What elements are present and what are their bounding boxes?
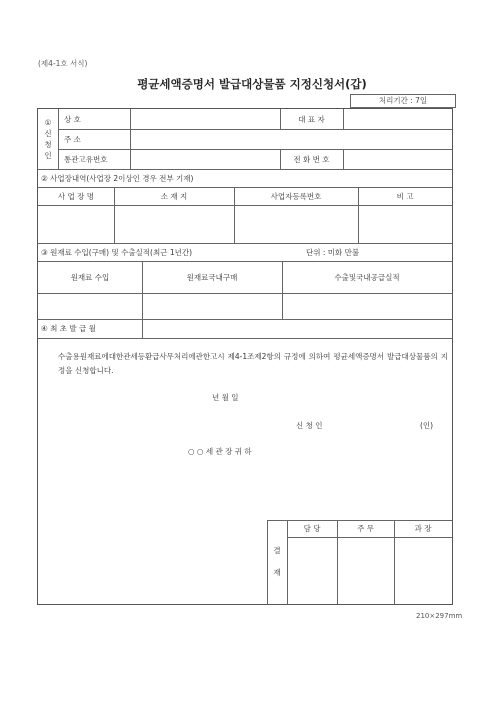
date-line: 년 월 일 — [212, 393, 239, 402]
section3-unit: 단위 : 미화 만불 — [306, 247, 360, 257]
phone-field[interactable] — [343, 149, 452, 169]
col-business-name: 사 업 장 명 — [57, 191, 95, 201]
col-export-results: 수출및국내공급실적 — [334, 272, 400, 282]
approval-col-staff: 담 당 — [303, 524, 321, 533]
applicant-section-label — [38, 109, 58, 169]
form-code: (제4-1호 서식) — [38, 59, 88, 68]
representative-field[interactable] — [343, 109, 452, 129]
applicant-sign-label: 신 청 인 — [296, 421, 323, 430]
col-domestic-purchase: 원재료국내구매 — [186, 272, 238, 282]
remarks-field[interactable] — [358, 205, 452, 243]
approval-col-chief: 과 장 — [414, 524, 432, 533]
name-field[interactable] — [130, 109, 280, 129]
processing-period-box: 처리기간 : 7일 — [350, 94, 456, 108]
paper-size: 210×297mm — [416, 612, 463, 620]
page-title: 평균세액증명서 발급대상물품 지정신청서(갑) — [137, 77, 367, 91]
customs-code-field[interactable] — [130, 149, 280, 169]
registration-number-field[interactable] — [234, 205, 358, 243]
seal-mark: (인) — [420, 421, 434, 430]
export-results-field[interactable] — [282, 293, 452, 319]
approval-label — [267, 520, 287, 604]
location-field[interactable] — [114, 205, 234, 243]
section2-title: ② 사업장내역(사업장 2이상인 경우 전부 기재) — [41, 173, 194, 183]
applicant-char-1: 신 — [44, 129, 52, 138]
address-label: 주 소 — [64, 134, 81, 144]
col-raw-import: 원재료 수입 — [70, 272, 110, 282]
approval-officer-sign[interactable] — [337, 537, 394, 604]
approval-col-officer: 주 무 — [357, 524, 374, 533]
business-name-field[interactable] — [38, 205, 114, 243]
col-registration-number: 사업자등록번호 — [270, 191, 322, 201]
domestic-purchase-field[interactable] — [142, 293, 282, 319]
approval-char-2: 재 — [273, 568, 281, 577]
approval-char-1: 결 — [273, 546, 281, 555]
divider — [38, 338, 452, 339]
address-field[interactable] — [130, 129, 452, 149]
phone-label: 전 화 번 호 — [293, 154, 330, 164]
approval-chief-sign[interactable] — [394, 537, 452, 604]
divider — [58, 109, 59, 169]
declaration-text: 수출용원재료에대한관세등환급사무처리에관한고시 제4-1조제2항의 규정에 의하여 평균세액증명서 발급대상물품의 지정을 신청합니다. — [58, 352, 448, 375]
raw-import-field[interactable] — [38, 293, 142, 319]
col-location: 소 재 지 — [160, 191, 188, 201]
representative-label: 대 표 자 — [298, 114, 325, 124]
addressee: ○ ○ 세 관 장 귀 하 — [188, 447, 252, 456]
applicant-char-2: 청 — [44, 140, 52, 149]
section3-title: ③ 원재료 수입(구매) 및 수출실적(최근 1년간) — [41, 247, 193, 257]
approval-staff-sign[interactable] — [287, 537, 337, 604]
name-label: 상 호 — [64, 114, 81, 124]
customs-code-label: 통관고유번호 — [64, 154, 108, 164]
section4-title: ④ 최 초 발 급 월 — [41, 324, 96, 333]
applicant-number: ① — [44, 118, 52, 127]
col-remarks: 비 고 — [396, 191, 414, 201]
applicant-char-3: 인 — [44, 151, 52, 160]
first-issue-month-field[interactable] — [142, 319, 452, 338]
